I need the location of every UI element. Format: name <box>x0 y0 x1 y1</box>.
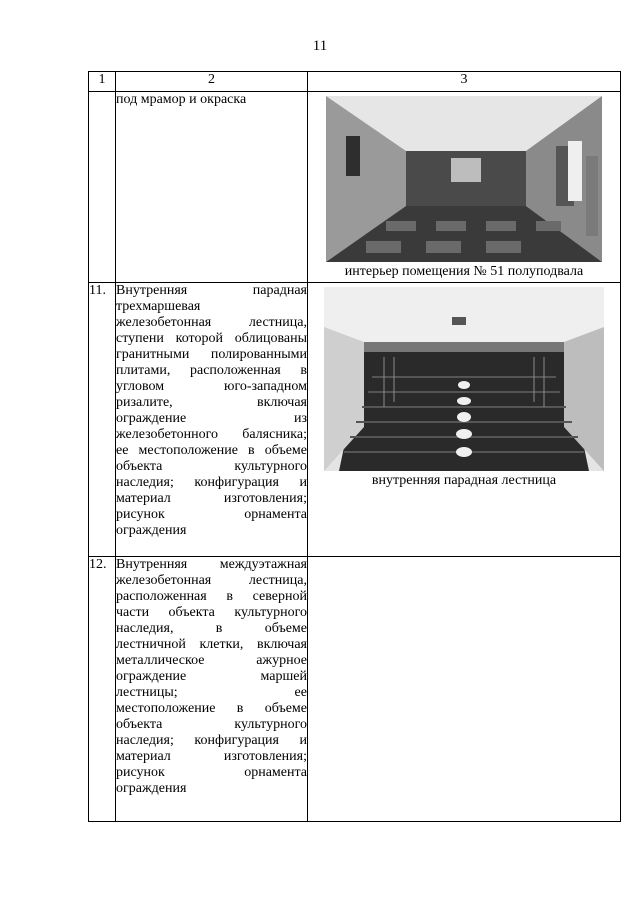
table-row <box>89 92 621 283</box>
photo-cell <box>308 92 621 283</box>
photo-cell-empty <box>308 557 621 822</box>
row-number: 12. <box>89 557 116 822</box>
description-line: наследия; конфигурация и <box>116 475 307 490</box>
description-line: лестницы; ее <box>116 685 307 700</box>
row-description <box>116 557 308 822</box>
page-number: 11 <box>312 38 328 54</box>
photo-cell <box>308 283 621 557</box>
description-line: плитами, расположенная в <box>116 363 307 378</box>
description-line: рисунок орнамента <box>116 765 307 780</box>
description-line: наследия, в объеме <box>116 621 307 636</box>
row-description <box>116 283 308 557</box>
description-line: ограждения <box>116 781 187 796</box>
row-number <box>89 92 116 283</box>
description-line: угловом юго-западном <box>116 379 307 394</box>
description-line: части объекта культурного <box>116 605 307 620</box>
description-line: железобетонного балясника; <box>116 427 307 442</box>
objects-table <box>88 71 621 822</box>
basement-corridor-photo-icon <box>326 96 602 262</box>
row-number: 11. <box>89 283 116 557</box>
header-col-2: 2 <box>116 72 308 92</box>
row-description <box>116 92 308 283</box>
table-row <box>89 557 621 822</box>
photo-caption: внутренняя парадная лестница <box>371 473 557 488</box>
description-line: железобетонная лестница, <box>116 573 307 588</box>
description-line: местоположение в объеме <box>116 701 307 716</box>
header-col-3: 3 <box>308 72 621 92</box>
header-col-1: 1 <box>89 72 116 92</box>
description-line: трехмаршевая <box>116 299 201 314</box>
description-line: ограждение маршей <box>116 669 307 684</box>
description-line: расположенная в северной <box>116 589 307 604</box>
description-line: объекта культурного <box>116 459 307 474</box>
description-line: материал изготовления; <box>116 491 307 506</box>
description-line: объекта культурного <box>116 717 307 732</box>
description-line: ограждения <box>116 523 187 538</box>
table-row <box>89 283 621 557</box>
description-line: Внутренняя парадная <box>116 283 307 298</box>
description-line: Внутренняя междуэтажная <box>116 557 307 572</box>
description-line: ее местоположение в объеме <box>116 443 307 458</box>
description-line: наследия; конфигурация и <box>116 733 307 748</box>
photo-caption: интерьер помещения № 51 полуподвала <box>344 264 584 279</box>
main-staircase-photo-icon <box>324 287 604 471</box>
table-header-row <box>89 72 621 92</box>
description-line: рисунок орнамента <box>116 507 307 522</box>
description-line: железобетонная лестница, <box>116 315 307 330</box>
description-line: лестничной клетки, включая <box>116 637 307 652</box>
description-line: ограждение из <box>116 411 307 426</box>
description-line: ступени которой облицованы <box>116 331 307 346</box>
description-line: ризалите, включая <box>116 395 307 410</box>
description-line: материал изготовления; <box>116 749 307 764</box>
description-line: гранитными полированными <box>116 347 307 362</box>
description-line: под мрамор и окраска <box>116 92 247 107</box>
description-line: металлическое ажурное <box>116 653 307 668</box>
